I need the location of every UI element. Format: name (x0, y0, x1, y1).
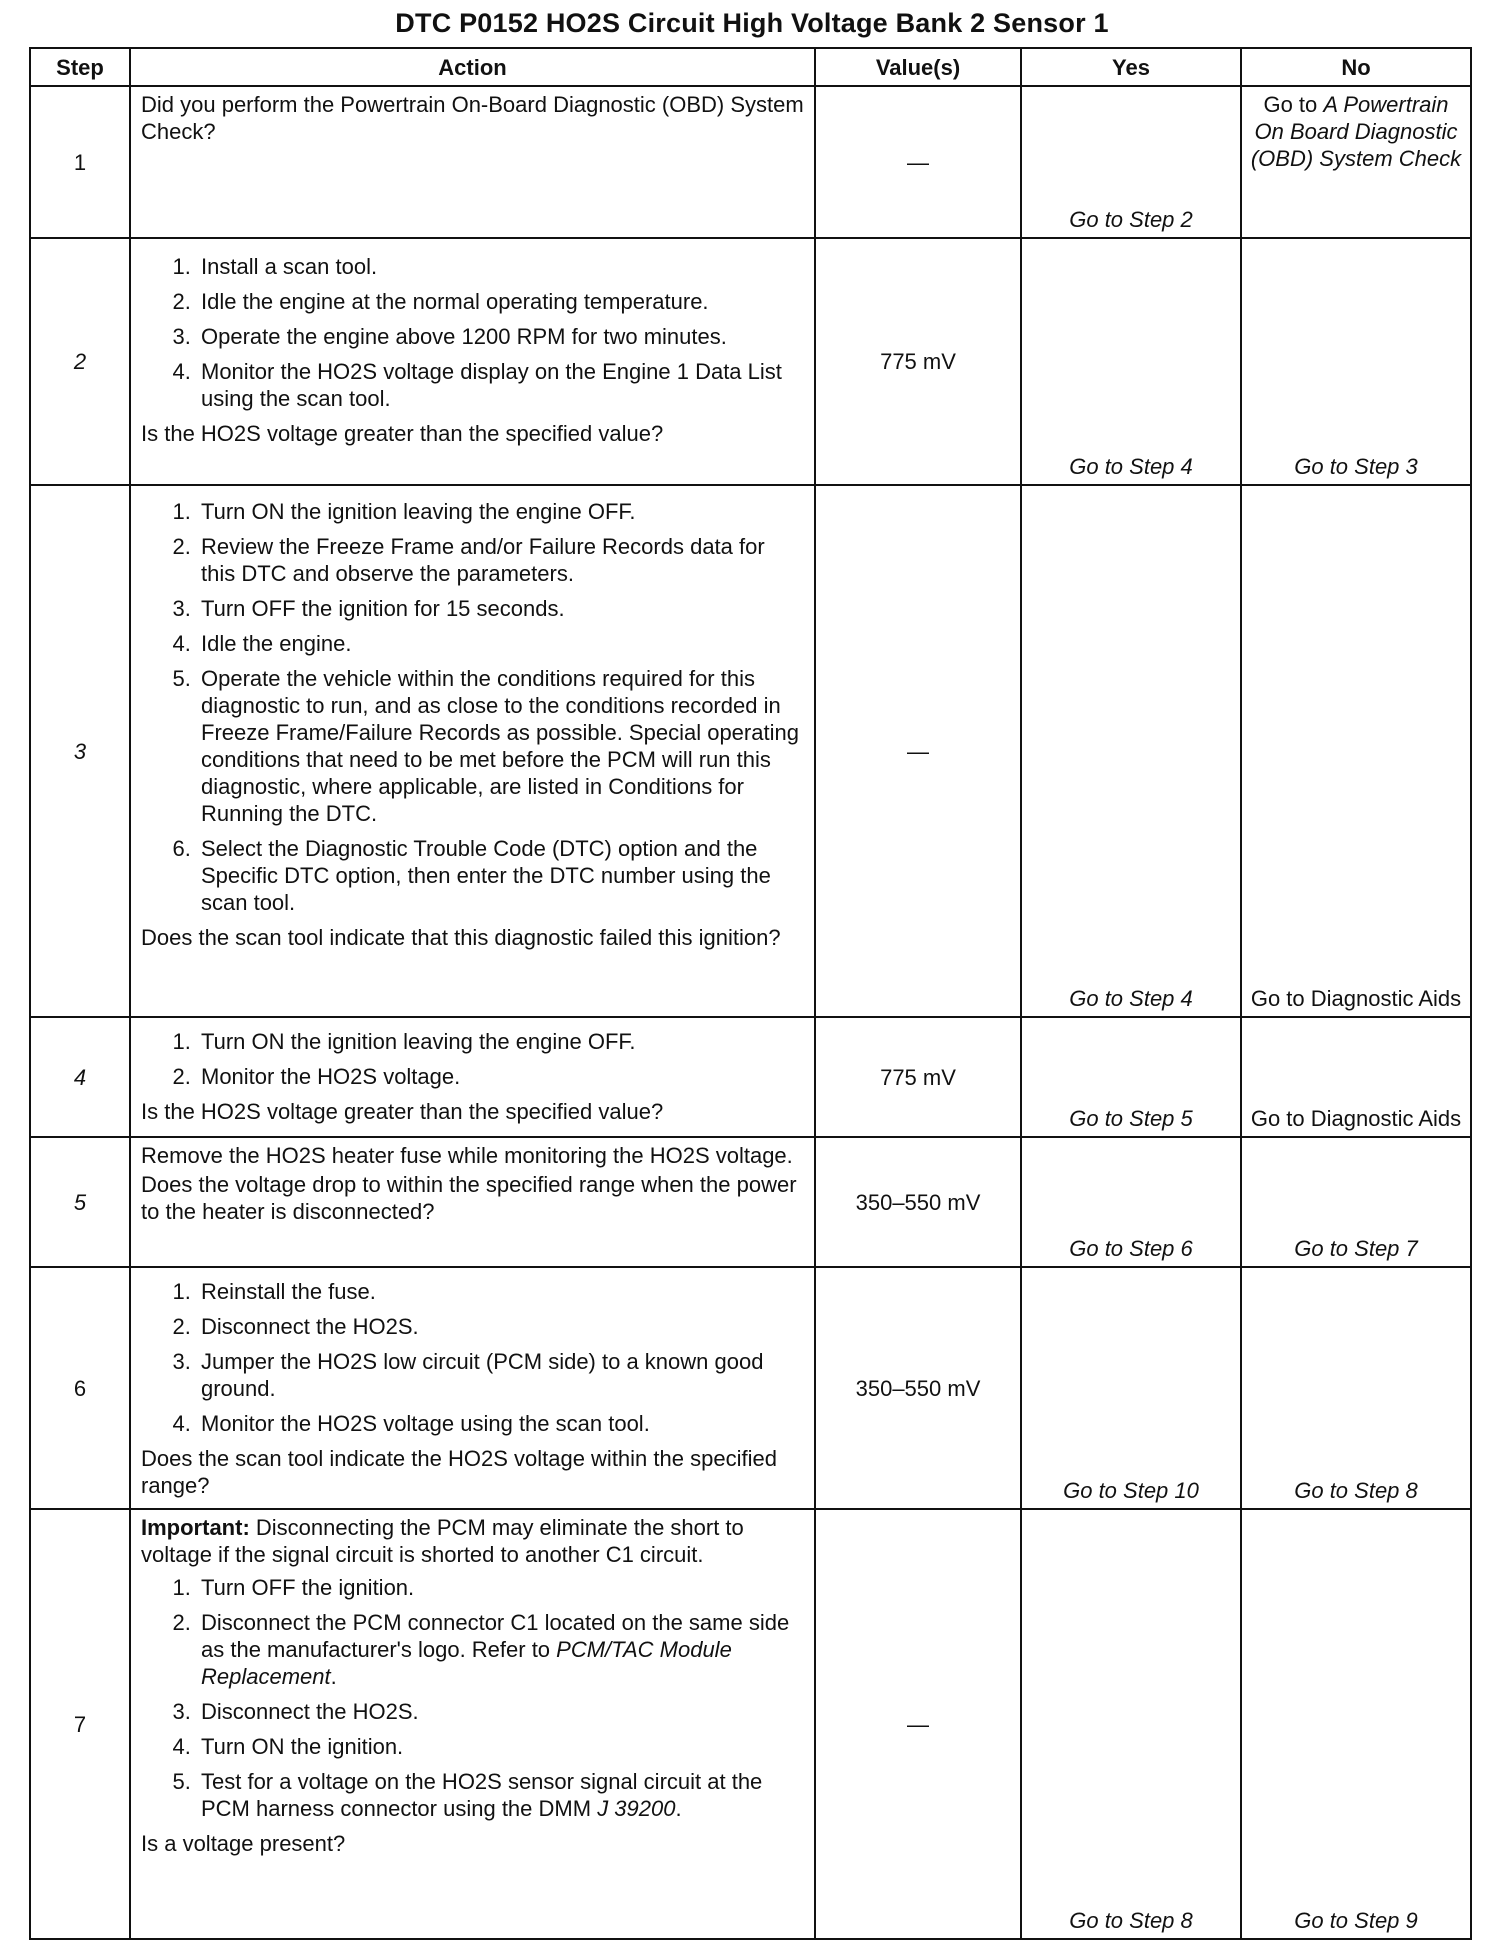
action-step: 3. Turn OFF the ignition for 15 seconds. (197, 595, 804, 622)
value-cell: — (815, 86, 1021, 238)
tool-reference: J 39200 (597, 1796, 676, 1821)
table-row (30, 1509, 1471, 1939)
action-step (197, 1768, 804, 1822)
yes-cell: Go to Step 4 (1021, 238, 1241, 485)
action-step: 1. Reinstall the fuse. (197, 1278, 804, 1305)
value-cell: — (815, 485, 1021, 1017)
action-step: 4. Monitor the HO2S voltage display on the Engine 1 Data List using the scan tool. (197, 358, 804, 412)
action-cell (130, 485, 815, 1017)
action-step: 2. Review the Freeze Frame and/or Failure Records data for this DTC and observe the parameters. (197, 533, 804, 587)
no-cell: Go to Diagnostic Aids (1241, 1017, 1471, 1137)
action-step: 3. Operate the engine above 1200 RPM for two minutes. (197, 323, 804, 350)
table-row (30, 1267, 1471, 1509)
action-step: 2. Disconnect the HO2S. (197, 1313, 804, 1340)
action-steps (141, 1278, 804, 1437)
yes-cell: Go to Step 8 (1021, 1509, 1241, 1939)
action-question: Does the voltage drop to within the specified range when the power to the heater is disconnected? (141, 1172, 797, 1224)
no-prefix: Go to (1263, 92, 1324, 117)
value-cell: 775 mV (815, 1017, 1021, 1137)
value-cell: 350–550 mV (815, 1137, 1021, 1267)
header-step: Step (30, 48, 130, 86)
step-number: 2 (30, 238, 130, 485)
step-text-end: . (675, 1796, 682, 1821)
value-cell: — (815, 1509, 1021, 1939)
no-cell: Go to Step 9 (1241, 1509, 1471, 1939)
action-question: Is a voltage present? (141, 1831, 346, 1856)
step-number: 3 (30, 485, 130, 1017)
yes-cell: Go to Step 10 (1021, 1267, 1241, 1509)
header-no: No (1241, 48, 1471, 86)
table-row (30, 238, 1471, 485)
action-question: Does the scan tool indicate that this diagnostic failed this ignition? (141, 925, 781, 950)
step-number: 4 (30, 1017, 130, 1137)
step-text-end: . (330, 1664, 337, 1689)
table-row (30, 86, 1471, 238)
value-cell: 350–550 mV (815, 1267, 1021, 1509)
header-row (30, 48, 1471, 86)
no-link: A Powertrain On Board Diagnostic (OBD) System Check (1250, 92, 1462, 171)
header-action: Action (130, 48, 815, 86)
action-step: 4. Turn ON the ignition. (197, 1733, 804, 1760)
action-steps (141, 1028, 804, 1090)
no-cell: Go to Step 8 (1241, 1267, 1471, 1509)
diagnostic-table (29, 47, 1472, 1940)
action-steps (141, 253, 804, 412)
no-cell: Go to Diagnostic Aids (1241, 485, 1471, 1017)
action-step: 1. Turn ON the ignition leaving the engine OFF. (197, 1028, 804, 1055)
no-cell: Go to Step 7 (1241, 1137, 1471, 1267)
reference-link: PCM/TAC Module Replacement (201, 1637, 732, 1689)
action-question: Does the scan tool indicate the HO2S voltage within the specified range? (141, 1446, 777, 1498)
header-yes: Yes (1021, 48, 1241, 86)
action-step: 1. Turn OFF the ignition. (197, 1574, 804, 1601)
action-step: 5. Operate the vehicle within the conditions required for this diagnostic to run, and as close to the conditions recorded in Freeze Frame/Failure Records as possible. Special operating conditions that need to be met before the PCM will run this diagnostic, where applicable, are listed in Conditions for Running the DTC. (197, 665, 804, 827)
step-text: Disconnect the PCM connector C1 located on the same side as the manufacturer's logo. Refer to (201, 1610, 790, 1662)
action-step: 2. Idle the engine at the normal operating temperature. (197, 288, 804, 315)
action-step: 1. Turn ON the ignition leaving the engine OFF. (197, 498, 804, 525)
table-row (30, 1137, 1471, 1267)
action-cell (130, 1017, 815, 1137)
important-label: Important: (141, 1515, 250, 1540)
action-step: 3. Jumper the HO2S low circuit (PCM side) to a known good ground. (197, 1348, 804, 1402)
action-cell (130, 1509, 815, 1939)
step-text: Test for a voltage on the HO2S sensor signal circuit at the PCM harness connector using the DMM (201, 1769, 763, 1821)
action-question: Did you perform the Powertrain On-Board Diagnostic (OBD) System Check? (141, 92, 804, 144)
yes-cell: Go to Step 6 (1021, 1137, 1241, 1267)
step-number: 7 (30, 1509, 130, 1939)
yes-cell: Go to Step 2 (1021, 86, 1241, 238)
table-row (30, 1017, 1471, 1137)
action-cell (130, 86, 815, 238)
no-cell: Go to Step 3 (1241, 238, 1471, 485)
important-text: Disconnecting the PCM may eliminate the short to voltage if the signal circuit is shorted to another C1 circuit. (141, 1515, 744, 1567)
action-cell (130, 238, 815, 485)
action-step: 1. Install a scan tool. (197, 253, 804, 280)
action-steps (141, 498, 804, 916)
yes-cell: Go to Step 4 (1021, 485, 1241, 1017)
value-cell: 775 mV (815, 238, 1021, 485)
action-cell (130, 1137, 815, 1267)
action-text: Remove the HO2S heater fuse while monitoring the HO2S voltage. (141, 1143, 793, 1168)
no-cell (1241, 86, 1471, 238)
action-step: 4. Monitor the HO2S voltage using the scan tool. (197, 1410, 804, 1437)
action-cell (130, 1267, 815, 1509)
action-steps (141, 1574, 804, 1822)
step-number: 6 (30, 1267, 130, 1509)
table-row (30, 485, 1471, 1017)
step-number: 5 (30, 1137, 130, 1267)
action-question: Is the HO2S voltage greater than the specified value? (141, 1099, 664, 1124)
important-note (141, 1514, 804, 1568)
step-number: 1 (30, 86, 130, 238)
action-question: Is the HO2S voltage greater than the specified value? (141, 421, 664, 446)
yes-cell: Go to Step 5 (1021, 1017, 1241, 1137)
header-values: Value(s) (815, 48, 1021, 86)
page-title: DTC P0152 HO2S Circuit High Voltage Bank 2 Sensor 1 (395, 8, 1109, 38)
action-step: 3. Disconnect the HO2S. (197, 1698, 804, 1725)
action-step (197, 1609, 804, 1690)
action-step: 2. Monitor the HO2S voltage. (197, 1063, 804, 1090)
action-step: 4. Idle the engine. (197, 630, 804, 657)
action-step: 6. Select the Diagnostic Trouble Code (DTC) option and the Specific DTC option, then enter the DTC number using the scan tool. (197, 835, 804, 916)
